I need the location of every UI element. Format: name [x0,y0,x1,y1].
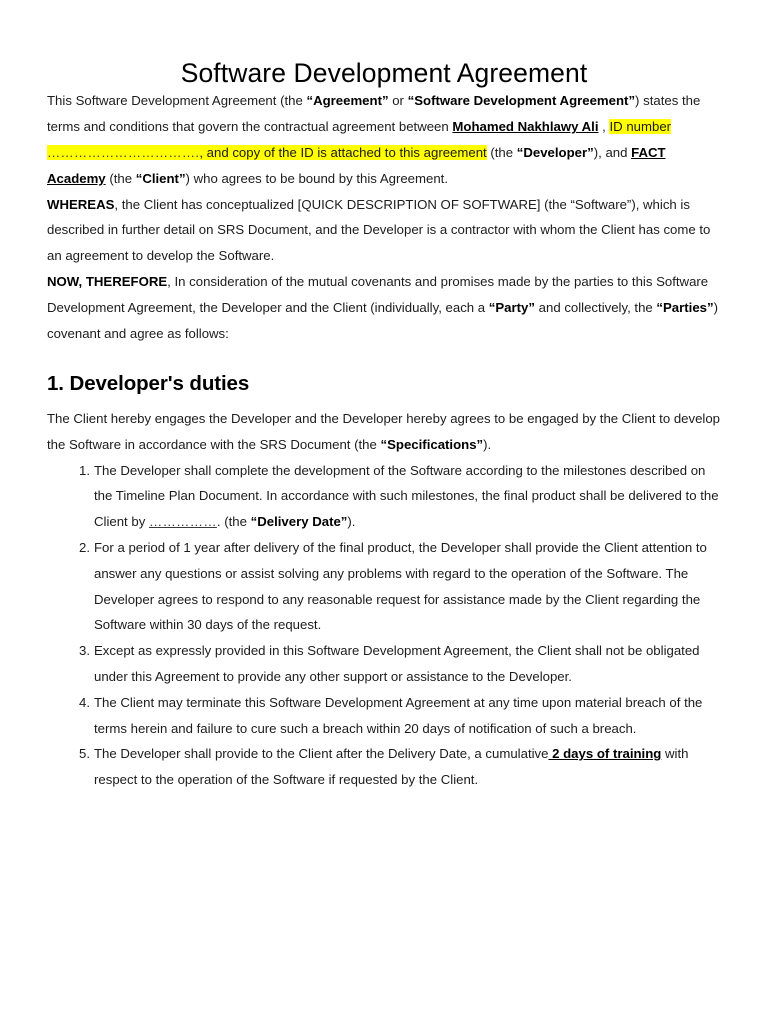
term-specifications: “Specifications” [380,436,484,452]
duty-1-text-2: . (the [216,514,251,530]
duty-5-text-2: with respect to the operation of the Software if requested by the Client. [94,746,689,788]
term-party: “Party” [488,299,535,315]
duty-3-text: Except as expressly provided in this Software Development Agreement, the Client shall not be obligated under this Agreement to provide any other support or assistance to the Developer. [94,643,700,684]
list-item [47,741,721,793]
section-1-heading: 1. Developer's duties [47,372,250,396]
training-days-emphasis: 2 days of training [548,746,662,762]
duty-1-text-1: The Developer shall complete the development of the Software according to the milestones described on the Timeline Plan Document. In accordance with such milestones, the final product shall be delivered to the Client by [94,462,719,530]
section-1-intro-text-1: The Client hereby engages the Developer and the Developer hereby agrees to be engaged by the Client to develop the Software in accordance with the SRS Document (the [47,411,721,452]
list-item [47,638,721,690]
intro-text-3: ) states the terms and conditions that govern the contractual agreement between [47,93,701,135]
intro-text-1: This Software Development Agreement (the [47,93,307,109]
document-title: Software Development Agreement [180,58,588,88]
term-agreement: “Agreement” [306,93,389,109]
whereas-paragraph [47,192,721,269]
term-software-development-agreement: “Software Development Agreement” [407,93,636,109]
term-parties: “Parties” [656,299,714,315]
duty-1-text-3: ). [347,514,356,530]
now-therefore-text-2: and collectively, the [534,299,657,315]
list-item [47,458,721,535]
intro-paragraph [47,88,721,191]
term-delivery-date: “Delivery Date” [250,514,348,530]
intro-text-2: or [388,93,408,109]
developer-name: Mohamed Nakhlawy Ali [452,119,599,135]
whereas-lead: WHEREAS [47,196,115,212]
duty-2-text: For a period of 1 year after delivery of the final product, the Developer shall provide the Client attention to answer any questions or assist solving any problems with regard to the operation of the Software. The Developer agrees to respond to any reasonable request for assistance made by the Client regarding the Software within 30 days of the request. [94,540,707,633]
duties-list [47,458,721,793]
now-therefore-text-3: ) covenant and agree as follows: [47,299,719,341]
intro-text-8: ) who agrees to be bound by this Agreement. [185,170,448,186]
intro-text-7: (the [105,170,136,186]
id-attached-text: , and copy of the ID is attached to this agreement [199,145,487,161]
section-1-intro-paragraph [47,406,721,458]
duty-5-text-1: The Developer shall provide to the Client after the Delivery Date, a cumulative [94,746,549,762]
id-number-label: ID number [609,119,672,135]
intro-text-5: (the [486,145,517,161]
list-item [47,535,721,638]
whereas-body: , the Client has conceptualized [QUICK DESCRIPTION OF SOFTWARE] (the “Software”), which is described in further detail on SRS Document, and the Developer is a contractor with whom the Client has come to an agreement to develop the Software. [47,196,711,264]
now-therefore-text-1: , In consideration of the mutual covenants and promises made by the parties to this Software Development Agreement, the Developer and the Client (individually, each a [47,274,709,315]
term-client: “Client” [135,170,186,186]
intro-text-4: , [598,119,610,135]
duty-4-text: The Client may terminate this Software Development Agreement at any time upon material breach of the terms herein and failure to cure such a breach within 20 days of notification of such a breach. [94,694,703,736]
now-therefore-lead: NOW, THEREFORE [47,274,168,290]
intro-text-6: ), and [593,145,632,161]
section-1-intro-text-2: ). [483,436,492,452]
client-name: FACT Academy [47,145,666,186]
now-therefore-paragraph [47,269,721,346]
delivery-date-blank: …………… [148,514,217,530]
id-number-blank: ……………………………. [47,145,200,161]
term-developer: “Developer” [516,145,594,161]
list-item [47,690,721,742]
